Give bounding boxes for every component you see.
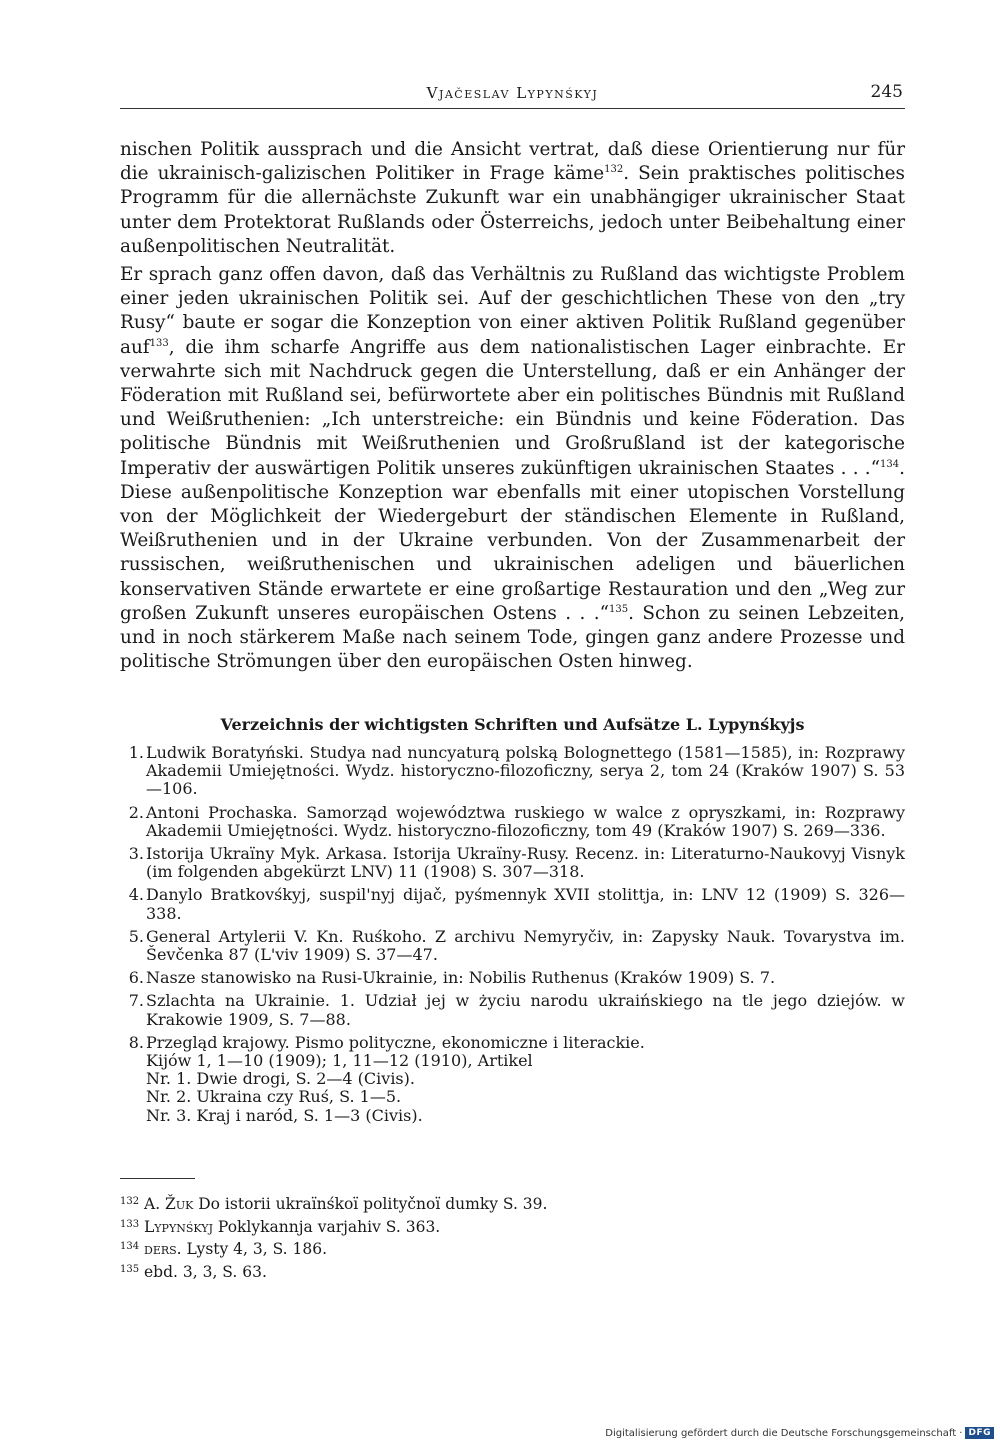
bibliography-item-number: 7. (128, 991, 144, 1011)
page-number: 245 (870, 82, 903, 102)
paragraph-1-text-b: . Sein praktisches politisches Programm für die allernächste Zukunft war ein unabhängiger ukrainischer Staat unter dem Protektorat Rußlands oder Österreichs, jedoch unter Beibehaltung einer außenpolitischen Neutralität. (120, 163, 905, 257)
bibliography-item (120, 744, 905, 799)
footnote-number: 132 (120, 1196, 140, 1207)
bibliography-item-text: Nasze stanowisko na Rusi-Ukrainie, in: Nobilis Ruthenus (Kraków 1909) S. 7. (146, 968, 776, 988)
paragraph-2-text-c: . Diese außenpolitische Konzeption war ebenfalls mit einer utopischen Vorstellung von der Möglichkeit der Wiedergeburt der ständischen Elemente in Rußland, Weißruthenien und in der Ukraine verbunden. Von der Zusammenarbeit der russischen, weißruthenischen und ukrainischen adeligen und bäuerlichen konservativen Stände erwartete er eine großartige Restauration und den „Weg zur großen Zukunft unseres europäischen Ostens . . .“ (120, 457, 905, 624)
bibliography-item-number: 6. (128, 968, 144, 988)
bibliography-item (120, 845, 905, 881)
bibliography-subline: Kijów 1, 1—10 (1909); 1, 11—12 (1910), Artikel (146, 1051, 533, 1071)
footnotes-list (120, 1193, 905, 1283)
bibliography-item-number: 3. (128, 844, 144, 864)
bibliography-item (120, 886, 905, 922)
footnote (120, 1261, 905, 1284)
footnote-text: Poklykannja varjahiv S. 363. (212, 1217, 441, 1236)
bibliography-item-text: Danylo Bratkovśkyj, suspil'nyj dijač, pyśmennyk XVII stolittja, in: LNV 12 (1909) S. 326—338. (146, 885, 905, 923)
bibliography-item (120, 992, 905, 1028)
paragraph-2-text-b: , die ihm scharfe Angriffe aus dem nationalistischen Lager einbrachte. Er verwahrte sich mit Nachdruck gegen die Unterstellung, daß er ein Anhänger der Föderation mit Rußland sei, befürwortete aber ein politisches Bündnis mit Rußland und Weißruthenien: „Ich unterstreiche: ein Bündnis und keine Föderation. Das politische Bündnis mit Weißruthenien und Großrußland ist der kategorische Imperativ der auswärtigen Politik unseres zukünftigen ukrainischen Staates . . .“ (120, 336, 905, 479)
footnote-text: Lysty 4, 3, S. 186. (181, 1240, 328, 1258)
bibliography-item (120, 969, 905, 987)
bibliography-title: Verzeichnis der wichtigsten Schriften und Aufsätze L. Lypynśkyjs (220, 715, 805, 734)
bibliography-item-number: 5. (128, 926, 144, 946)
footnote-ref-132: 132 (604, 164, 624, 176)
bibliography-item-number: 1. (128, 743, 144, 762)
footnote-author: A. Žuk (144, 1195, 194, 1213)
paragraph-2-text-a: Er sprach ganz offen davon, daß das Verhältnis zu Rußland das wichtigste Problem einer jeden ukrainischen Politik sei. Auf der geschichtlichen These von den „try Rusy“ baute er sogar die Konzeption von einer aktiven Politik Rußland gegenüber auf (120, 264, 905, 358)
digitization-text: Digitalisierung gefördert durch die Deutsche Forschungsgemeinschaft · (605, 1427, 963, 1439)
footnote-text: ebd. 3, 3, S. 63. (144, 1262, 267, 1281)
bibliography-item-text: Szlachta na Ukrainie. 1. Udział jej w życiu narodu ukraińskiego na tle jego dziejów. w Krakowie 1909, S. 7—88. (146, 991, 905, 1029)
bibliography-subline: Nr. 2. Ukraina czy Ruś, S. 1—5. (146, 1087, 402, 1107)
bibliography-item-text: General Artylerii V. Kn. Ruśkoho. Z archivu Nemyryčiv, in: Zapysky Nauk. Tovarystva im. Ševčenka 87 (L'viv 1909) S. 37—47. (146, 926, 905, 965)
bibliography-item-text: Istorija Ukraïny Myk. Arkasa. Istorija Ukraïny-Rusy. Recenz. in: Literaturno-Naukovyj Visnyk (im folgenden abgekürzt LNV) 11 (1908) S. 307—318. (146, 844, 905, 882)
footnote-number: 133 (120, 1218, 140, 1230)
footnote-author: ders. (144, 1240, 182, 1258)
bibliography-item (120, 804, 905, 840)
page-header (120, 82, 905, 109)
dfg-logo-icon: DFG (965, 1427, 994, 1439)
footnote-text: Do istorii ukraïnśkoï polityčnoï dumky S. 39. (193, 1195, 548, 1213)
bibliography-subline: Nr. 3. Kraj i naród, S. 1—3 (Civis). (146, 1105, 423, 1125)
paragraph-1 (120, 138, 905, 259)
body-text (120, 138, 905, 678)
bibliography-item-number: 4. (128, 885, 144, 905)
footnote-author: Lypynśkyj (144, 1217, 213, 1236)
footnote-number: 135 (120, 1263, 140, 1275)
bibliography-item-text: Przegląd krajowy. Pismo polityczne, ekonomiczne i literackie. (146, 1032, 645, 1052)
footnote-ref-135: 135 (609, 603, 629, 615)
paragraph-2 (120, 263, 905, 674)
bibliography-item-number: 2. (128, 802, 144, 822)
footnote-ref-134: 134 (880, 458, 900, 470)
footnote (120, 1193, 905, 1216)
footnote-number: 134 (120, 1241, 140, 1252)
footnote-ref-133: 133 (149, 337, 169, 349)
bibliography-item-text: Antoni Prochaska. Samorząd województwa ruskiego w walce z opryszkami, in: Rozprawy Akademii Umiejętności. Wydz. historyczno-filozoficzny, tom 49 (Kraków 1907) S. 269—336. (146, 802, 905, 840)
running-head: Vjačeslav Lypynśkyj (426, 84, 599, 102)
digitization-note (605, 1427, 994, 1439)
footnote (120, 1238, 905, 1261)
bibliography-item-text: Ludwik Boratyński. Studya nad nuncyaturą polską Bolognettego (1581—1585), in: Rozprawy Akademii Umiejętności. Wydz. historyczno-filozoficzny, serya 2, tom 24 (Kraków 1907) S. 53—106. (146, 743, 905, 799)
bibliography-item-number: 8. (128, 1032, 144, 1052)
paragraph-1-text-a: nischen Politik aussprach und die Ansicht vertrat, daß diese Orientierung nur für die ukrainisch-galizischen Politiker in Frage käme (120, 139, 905, 185)
footnote-divider (120, 1178, 195, 1179)
paragraph-2-text-d: . Schon zu seinen Lebzeiten, und in noch stärkerem Maße nach seinem Tode, gingen ganz andere Prozesse und politische Strömungen über den europäischen Osten hinweg. (120, 602, 905, 673)
footnote (120, 1216, 905, 1239)
bibliography-item (120, 1034, 905, 1125)
bibliography-subline: Nr. 1. Dwie drogi, S. 2—4 (Civis). (146, 1069, 415, 1089)
bibliography-list (120, 744, 905, 1130)
bibliography-item (120, 928, 905, 964)
